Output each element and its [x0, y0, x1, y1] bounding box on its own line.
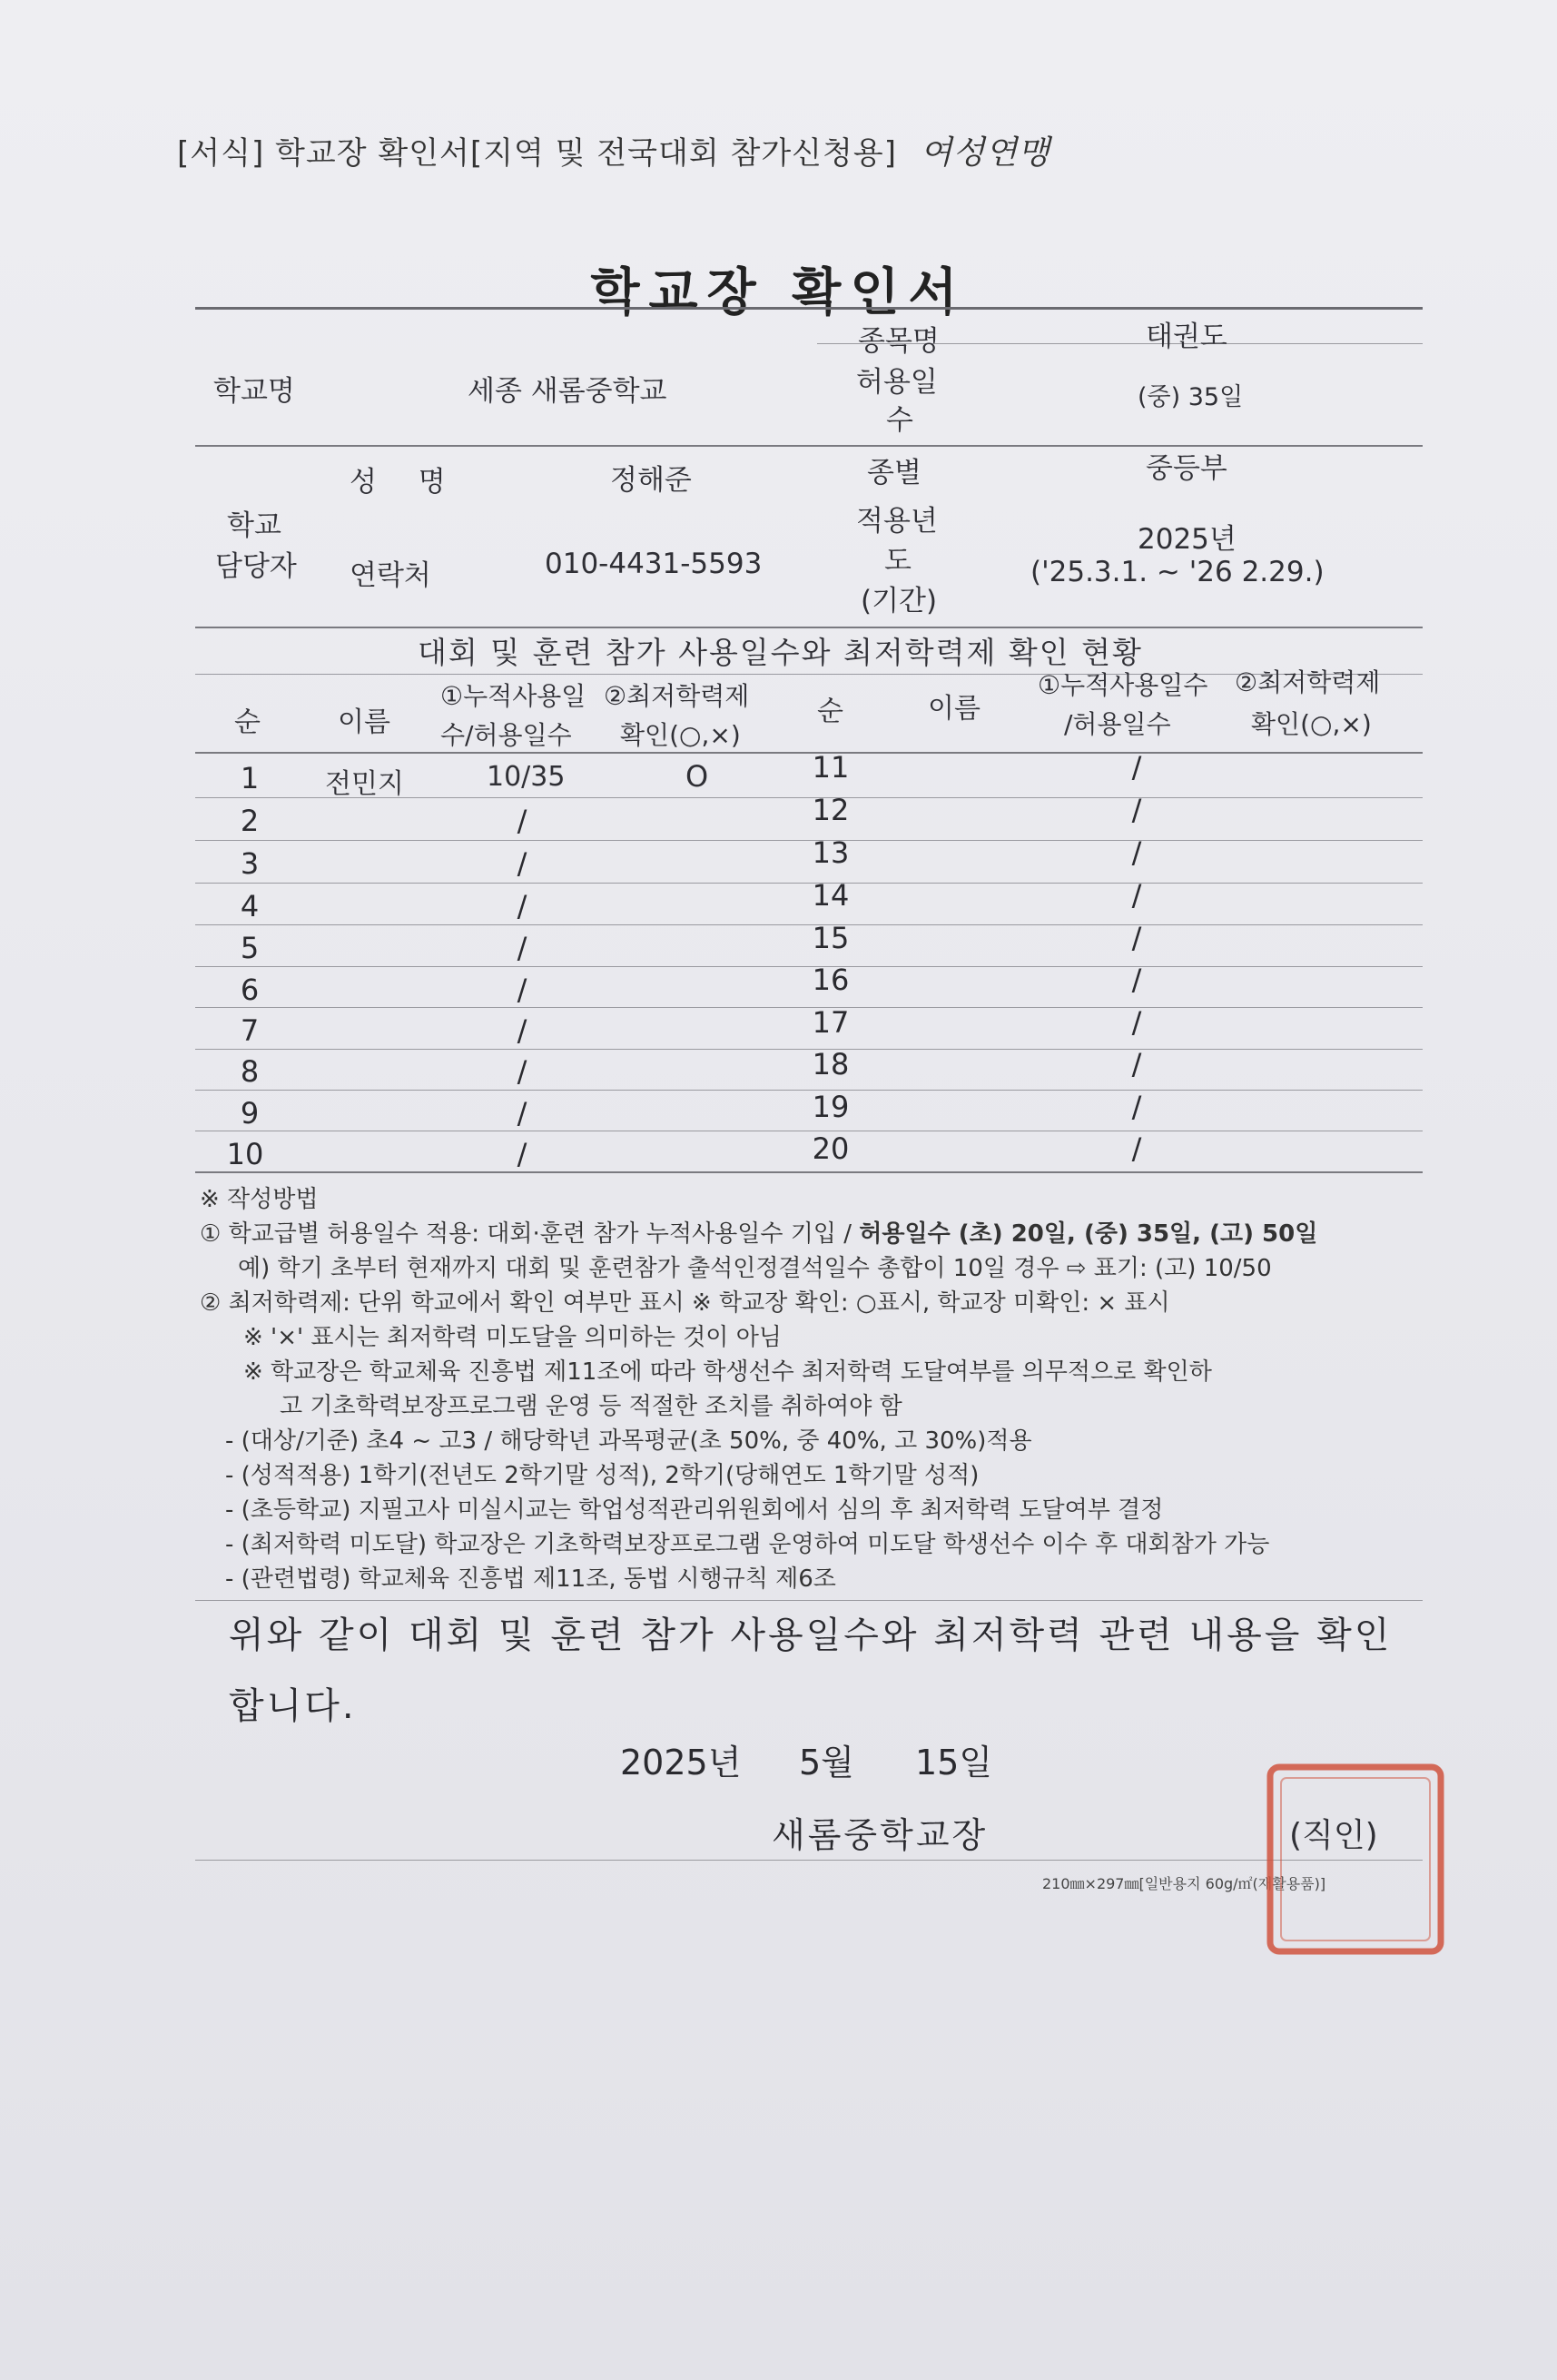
table-row-no: 1 — [240, 761, 260, 795]
table-row-no: 19 — [812, 1090, 850, 1124]
note-3: ※ '×' 표시는 최저학력 미도달을 의미하는 것이 아님 — [243, 1324, 782, 1351]
name-label: 성 명 — [350, 466, 462, 499]
detail-2: - (성적적용) 1학기(전년도 2학기말 성적), 2학기(당해연도 1학기말 성적) — [225, 1462, 980, 1489]
note-1-emphasis: 허용일수 (초) 20일, (중) 35일, (고) 50일 — [859, 1220, 1318, 1248]
table-row-days: / — [517, 889, 527, 923]
table-row-no: 5 — [240, 931, 260, 965]
table-row-days: / — [1131, 1047, 1142, 1081]
info-divider-rule — [195, 445, 1423, 447]
year-label-2: 도 — [884, 545, 912, 578]
table-row-no: 17 — [812, 1005, 850, 1040]
table-row-days: / — [1131, 1131, 1142, 1166]
table-row-no: 16 — [812, 963, 850, 997]
table-row-days: / — [517, 931, 527, 965]
table-row-no: 18 — [812, 1047, 850, 1081]
confirmation-statement: 위와 같이 대회 및 훈련 참가 사용일수와 최저학력 관련 내용을 확인 합니다. — [229, 1615, 1393, 1727]
row-rule — [195, 797, 1423, 798]
note-1-text: ① 학교급별 허용일수 적용: 대회·훈련 참가 누적사용일수 기입 / — [200, 1220, 852, 1248]
note-4-continued: 고 기초학력보장프로그램 운영 등 적절한 조치를 취하여야 함 — [280, 1393, 902, 1420]
col-min-left-1: ②최저학력제 — [604, 681, 750, 711]
table-row-no: 10 — [226, 1137, 264, 1171]
detail-3: - (초등학교) 지필고사 미실시교는 학업성적관리위원회에서 심의 후 최저학력 도달여부 결정 — [225, 1496, 1164, 1524]
principal-name: 새롬중학교장 — [772, 1815, 989, 1855]
table-row-days: / — [1131, 835, 1142, 870]
manager-label-1: 학교 — [227, 509, 281, 542]
category-label: 종별 — [867, 457, 921, 489]
col-days-right-1: ①누적사용일수 — [1038, 670, 1208, 700]
table-row-no: 14 — [812, 878, 850, 913]
sport-value: 태권도 — [1146, 321, 1227, 353]
table-row-no: 4 — [240, 889, 260, 923]
allowed-days-value: (중) 35일 — [1138, 383, 1244, 411]
table-row-min: O — [685, 759, 709, 794]
col-min-left-2: 확인(○,×) — [620, 720, 741, 750]
table-top-rule — [195, 307, 1423, 310]
sport-label: 종목명 — [858, 325, 940, 358]
table-row-days: / — [517, 804, 527, 838]
table-row-days: / — [1131, 921, 1142, 955]
allowed-days-label-1: 허용일 — [856, 366, 938, 399]
footer-rule — [195, 1860, 1423, 1861]
row-rule — [195, 1049, 1423, 1050]
col-days-left-1: ①누적사용일 — [440, 681, 586, 711]
detail-4: - (최저학력 미도달) 학교장은 기초학력보장프로그램 운영하여 미도달 학생선수 이수 후 대회참가 가능 — [225, 1531, 1270, 1558]
table-row-no: 12 — [812, 793, 850, 827]
date-day: 15일 — [915, 1743, 993, 1783]
row-rule — [195, 1090, 1423, 1091]
year-label-1: 적용년 — [856, 505, 938, 538]
row-rule — [195, 1007, 1423, 1008]
table-row-days: / — [517, 973, 527, 1007]
category-value: 중등부 — [1146, 452, 1227, 485]
date-month: 5월 — [799, 1743, 854, 1783]
table-row-name: 전민지 — [325, 768, 404, 800]
seal-label: (직인) — [1289, 1817, 1378, 1854]
col-name-left: 이름 — [338, 706, 390, 738]
col-min-right-2: 확인(○,×) — [1251, 709, 1372, 739]
table-row-days: 10/35 — [487, 761, 566, 793]
seal-stamp-icon — [1265, 1762, 1446, 1957]
year-value: 2025년 — [1138, 523, 1237, 556]
school-name-value: 세종 새롬중학교 — [468, 375, 667, 408]
col-days-right-2: /허용일수 — [1064, 709, 1171, 739]
allowed-days-label-2: 수 — [886, 404, 913, 437]
table-row-no: 20 — [812, 1131, 850, 1166]
notes-title: ※ 작성방법 — [200, 1186, 319, 1213]
table-row-no: 13 — [812, 835, 850, 870]
paper-spec: 210㎜×297㎜[일반용지 60g/㎡(재활용품)] — [1042, 1875, 1326, 1892]
table-row-days: / — [1131, 750, 1142, 785]
table-row-days: / — [517, 1096, 527, 1131]
contact-label: 연락처 — [350, 559, 431, 592]
writing-instructions — [200, 1182, 1444, 1596]
table-row-days: / — [1131, 878, 1142, 913]
table-row-no: 15 — [812, 921, 850, 955]
school-name-label: 학교명 — [213, 375, 295, 408]
col-name-right: 이름 — [928, 693, 981, 725]
col-days-left-2: 수/허용일수 — [440, 720, 572, 750]
table-bottom-rule — [195, 1171, 1423, 1173]
row-rule — [195, 924, 1423, 925]
table-row-days: / — [1131, 963, 1142, 997]
table-row-days: / — [517, 846, 527, 881]
row-rule — [195, 883, 1423, 884]
table-row-days: / — [517, 1013, 527, 1048]
detail-1: - (대상/기준) 초4 ~ 고3 / 해당학년 과목평균(초 50%, 중 40%, 고 30%)적용 — [225, 1427, 1032, 1455]
table-row-no: 6 — [240, 973, 260, 1007]
form-header — [177, 127, 1050, 173]
table-row-no: 7 — [240, 1013, 260, 1048]
form-label: [서식] 학교장 확인서[지역 및 전국대회 참가신청용] — [177, 135, 897, 172]
table-row-days: / — [1131, 793, 1142, 827]
table-row-no: 3 — [240, 846, 260, 881]
table-row-no: 11 — [812, 750, 850, 785]
col-no-left: 순 — [234, 706, 261, 738]
info-bottom-rule — [195, 627, 1423, 628]
manager-label-2: 담당자 — [215, 550, 297, 583]
handwritten-note: 여성연맹 — [920, 134, 1050, 172]
note-1 — [200, 1217, 1444, 1251]
year-label-3: (기간) — [861, 585, 938, 617]
col-min-right-1: ②최저학력제 — [1235, 667, 1381, 697]
manager-name-value: 정해준 — [610, 464, 692, 497]
official-seal — [1265, 1762, 1446, 1957]
row-rule — [195, 966, 1423, 967]
note-2: ② 최저학력제: 단위 학교에서 확인 여부만 표시 ※ 학교장 확인: ○표시, 학교장 미확인: × 표시 — [200, 1289, 1170, 1317]
contact-value: 010-4431-5593 — [545, 548, 763, 580]
table-row-days: / — [517, 1054, 527, 1089]
period-value: ('25.3.1. ~ '26 2.29.) — [1030, 556, 1325, 588]
col-no-right: 순 — [817, 696, 843, 727]
note-1-example: 예) 학기 초부터 현재까지 대회 및 훈련참가 출석인정결석일수 총합이 10일 경우 ⇨ 표기: (고) 10/50 — [238, 1255, 1272, 1282]
detail-5: - (관련법령) 학교체육 진흥법 제11조, 동법 시행규칙 제6조 — [225, 1565, 836, 1593]
table-row-no: 2 — [240, 804, 260, 838]
table-row-days: / — [1131, 1005, 1142, 1040]
note-4: ※ 학교장은 학교체육 진흥법 제11조에 따라 학생선수 최저학력 도달여부를 의무적으로 확인하 — [243, 1358, 1212, 1386]
row-rule — [195, 840, 1423, 841]
table-row-no: 8 — [240, 1054, 260, 1089]
table-row-days: / — [517, 1137, 527, 1171]
date-year: 2025년 — [620, 1743, 742, 1783]
section-title: 대회 및 훈련 참가 사용일수와 최저학력제 확인 현황 — [418, 635, 1143, 670]
table-row-days: / — [1131, 1090, 1142, 1124]
table-row-no: 9 — [240, 1096, 260, 1131]
page-title: 학교장 확인서 — [590, 263, 967, 322]
